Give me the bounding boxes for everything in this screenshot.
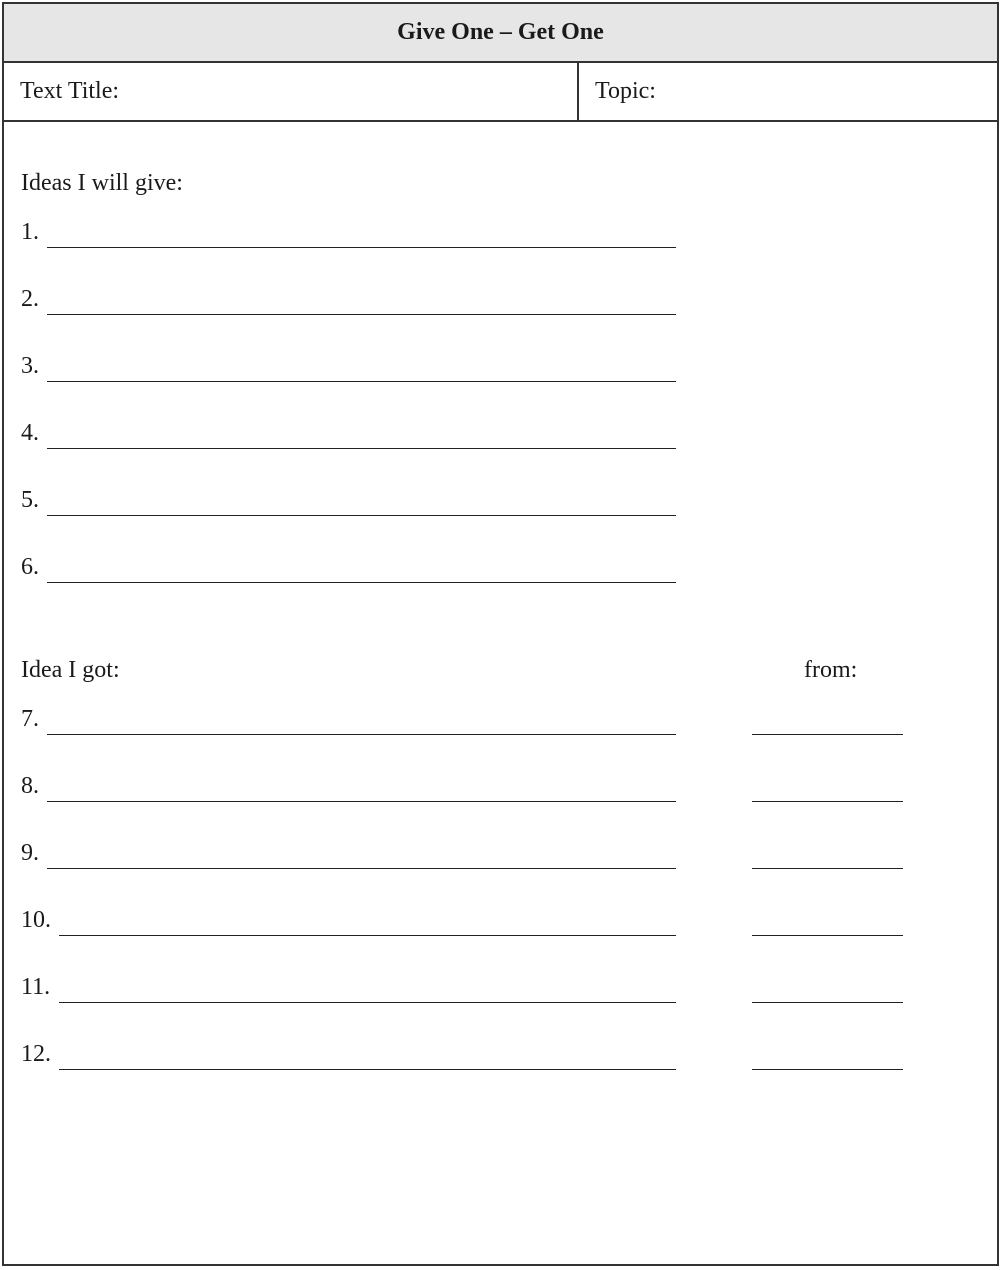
from-line[interactable] bbox=[752, 1002, 903, 1003]
line-number: 3. bbox=[21, 353, 39, 379]
got-line-12[interactable] bbox=[21, 1040, 981, 1070]
from-line[interactable] bbox=[752, 734, 903, 735]
line-number: 11. bbox=[21, 974, 51, 1000]
topic-label: Topic: bbox=[595, 78, 656, 104]
give-line-6[interactable] bbox=[21, 553, 981, 583]
worksheet-title: Give One – Get One bbox=[4, 4, 997, 63]
answer-line[interactable] bbox=[47, 247, 676, 248]
line-number: 4. bbox=[21, 420, 39, 446]
give-line-3[interactable] bbox=[21, 352, 981, 382]
answer-line[interactable] bbox=[47, 381, 676, 382]
worksheet bbox=[2, 2, 999, 1266]
line-number: 8. bbox=[21, 773, 39, 799]
from-line[interactable] bbox=[752, 868, 903, 869]
answer-line[interactable] bbox=[59, 935, 676, 936]
give-line-5[interactable] bbox=[21, 486, 981, 516]
answer-line[interactable] bbox=[59, 1002, 676, 1003]
answer-line[interactable] bbox=[59, 1069, 676, 1070]
line-number: 6. bbox=[21, 554, 39, 580]
give-line-4[interactable] bbox=[21, 419, 981, 449]
answer-line[interactable] bbox=[47, 868, 676, 869]
info-row bbox=[4, 63, 997, 122]
got-line-11[interactable] bbox=[21, 973, 981, 1003]
give-line-2[interactable] bbox=[21, 285, 981, 315]
line-number: 9. bbox=[21, 840, 39, 866]
line-number: 1. bbox=[21, 219, 39, 245]
line-number: 10. bbox=[21, 907, 51, 933]
from-label: from: bbox=[804, 657, 858, 683]
answer-line[interactable] bbox=[47, 448, 676, 449]
answer-line[interactable] bbox=[47, 734, 676, 735]
answer-line[interactable] bbox=[47, 515, 676, 516]
line-number: 5. bbox=[21, 487, 39, 513]
from-line[interactable] bbox=[752, 1069, 903, 1070]
from-line[interactable] bbox=[752, 801, 903, 802]
line-number: 2. bbox=[21, 286, 39, 312]
give-line-1[interactable] bbox=[21, 218, 981, 248]
got-line-7[interactable] bbox=[21, 705, 981, 735]
got-section-label: Idea I got: bbox=[21, 657, 120, 683]
answer-line[interactable] bbox=[47, 582, 676, 583]
topic-field[interactable] bbox=[579, 63, 997, 120]
answer-line[interactable] bbox=[47, 314, 676, 315]
line-number: 7. bbox=[21, 706, 39, 732]
got-line-8[interactable] bbox=[21, 772, 981, 802]
text-title-label: Text Title: bbox=[20, 78, 120, 104]
line-number: 12. bbox=[21, 1041, 51, 1067]
answer-line[interactable] bbox=[47, 801, 676, 802]
from-line[interactable] bbox=[752, 935, 903, 936]
got-line-9[interactable] bbox=[21, 839, 981, 869]
give-section-label: Ideas I will give: bbox=[21, 170, 183, 196]
text-title-field[interactable] bbox=[4, 63, 579, 120]
got-line-10[interactable] bbox=[21, 906, 981, 936]
